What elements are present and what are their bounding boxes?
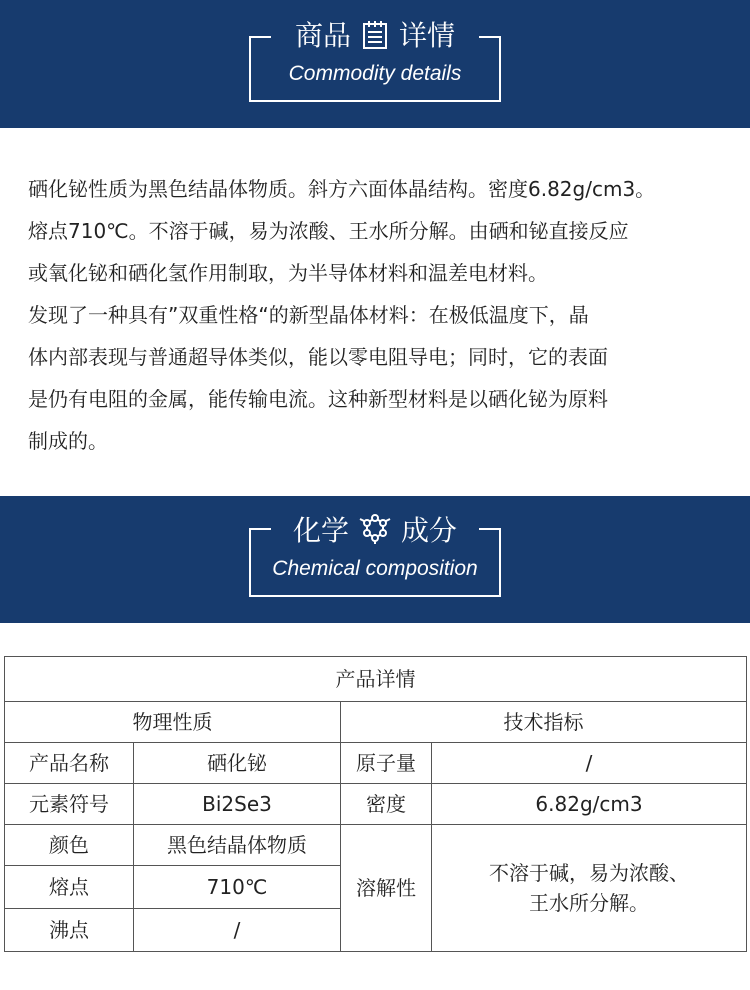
table-row [5,825,747,866]
commodity-title-right: 详情 [399,19,456,52]
solubility-line: 王水所分解。 [529,891,649,915]
row-value: 硒化铋 [134,743,341,784]
table-row [5,743,747,784]
solubility-value [432,825,747,952]
description-line: 体内部表现与普通超导体类似，能以零电阻导电；同时，它的表面 [28,345,608,369]
description-line: 硒化铋性质为黑色结晶体物质。斜方六面体晶结构。密度6.82g/cm3。 [28,177,656,201]
composition-title-right: 成分 [401,514,458,547]
molecule-icon [358,513,392,552]
solubility-label: 溶解性 [341,825,432,952]
row-label: 原子量 [341,743,432,784]
chemical-composition-subtitle: Chemical composition [272,557,478,580]
solubility-line: 不溶于碱，易为浓酸、 [489,861,689,885]
row-value: 6.82g/cm3 [432,784,747,825]
notepad-icon [360,20,390,57]
table-header-row [5,702,747,743]
row-label: 元素符号 [5,784,134,825]
chemical-composition-title [0,513,750,552]
row-label: 熔点 [5,866,134,909]
table-title-row [5,657,747,702]
table-title: 产品详情 [5,657,747,702]
row-value: / [432,743,747,784]
row-label: 密度 [341,784,432,825]
description-line: 熔点710℃。不溶于碱，易为浓酸、王水所分解。由硒和铋直接反应 [28,219,629,243]
table-row [5,784,747,825]
row-value: 710℃ [134,866,341,909]
row-label: 颜色 [5,825,134,866]
description-line: 发现了一种具有”双重性格“的新型晶体材料：在极低温度下，晶 [28,303,589,327]
description-line: 或氧化铋和硒化氢作用制取，为半导体材料和温差电材料。 [28,261,548,285]
row-value: / [134,909,341,952]
description-line: 制成的。 [28,429,108,453]
row-label: 产品名称 [5,743,134,784]
composition-title-left: 化学 [292,514,349,547]
product-description [28,168,748,462]
commodity-title-left: 商品 [294,19,351,52]
commodity-details-title [0,20,750,57]
commodity-details-subtitle: Commodity details [288,62,462,85]
product-spec-table [4,656,747,952]
row-value: 黑色结晶体物质 [134,825,341,866]
header-physical-properties: 物理性质 [5,702,341,743]
header-technical-specs: 技术指标 [341,702,747,743]
description-line: 是仍有电阻的金属，能传输电流。这种新型材料是以硒化铋为原料 [28,387,608,411]
row-label: 沸点 [5,909,134,952]
row-value: Bi2Se3 [134,784,341,825]
